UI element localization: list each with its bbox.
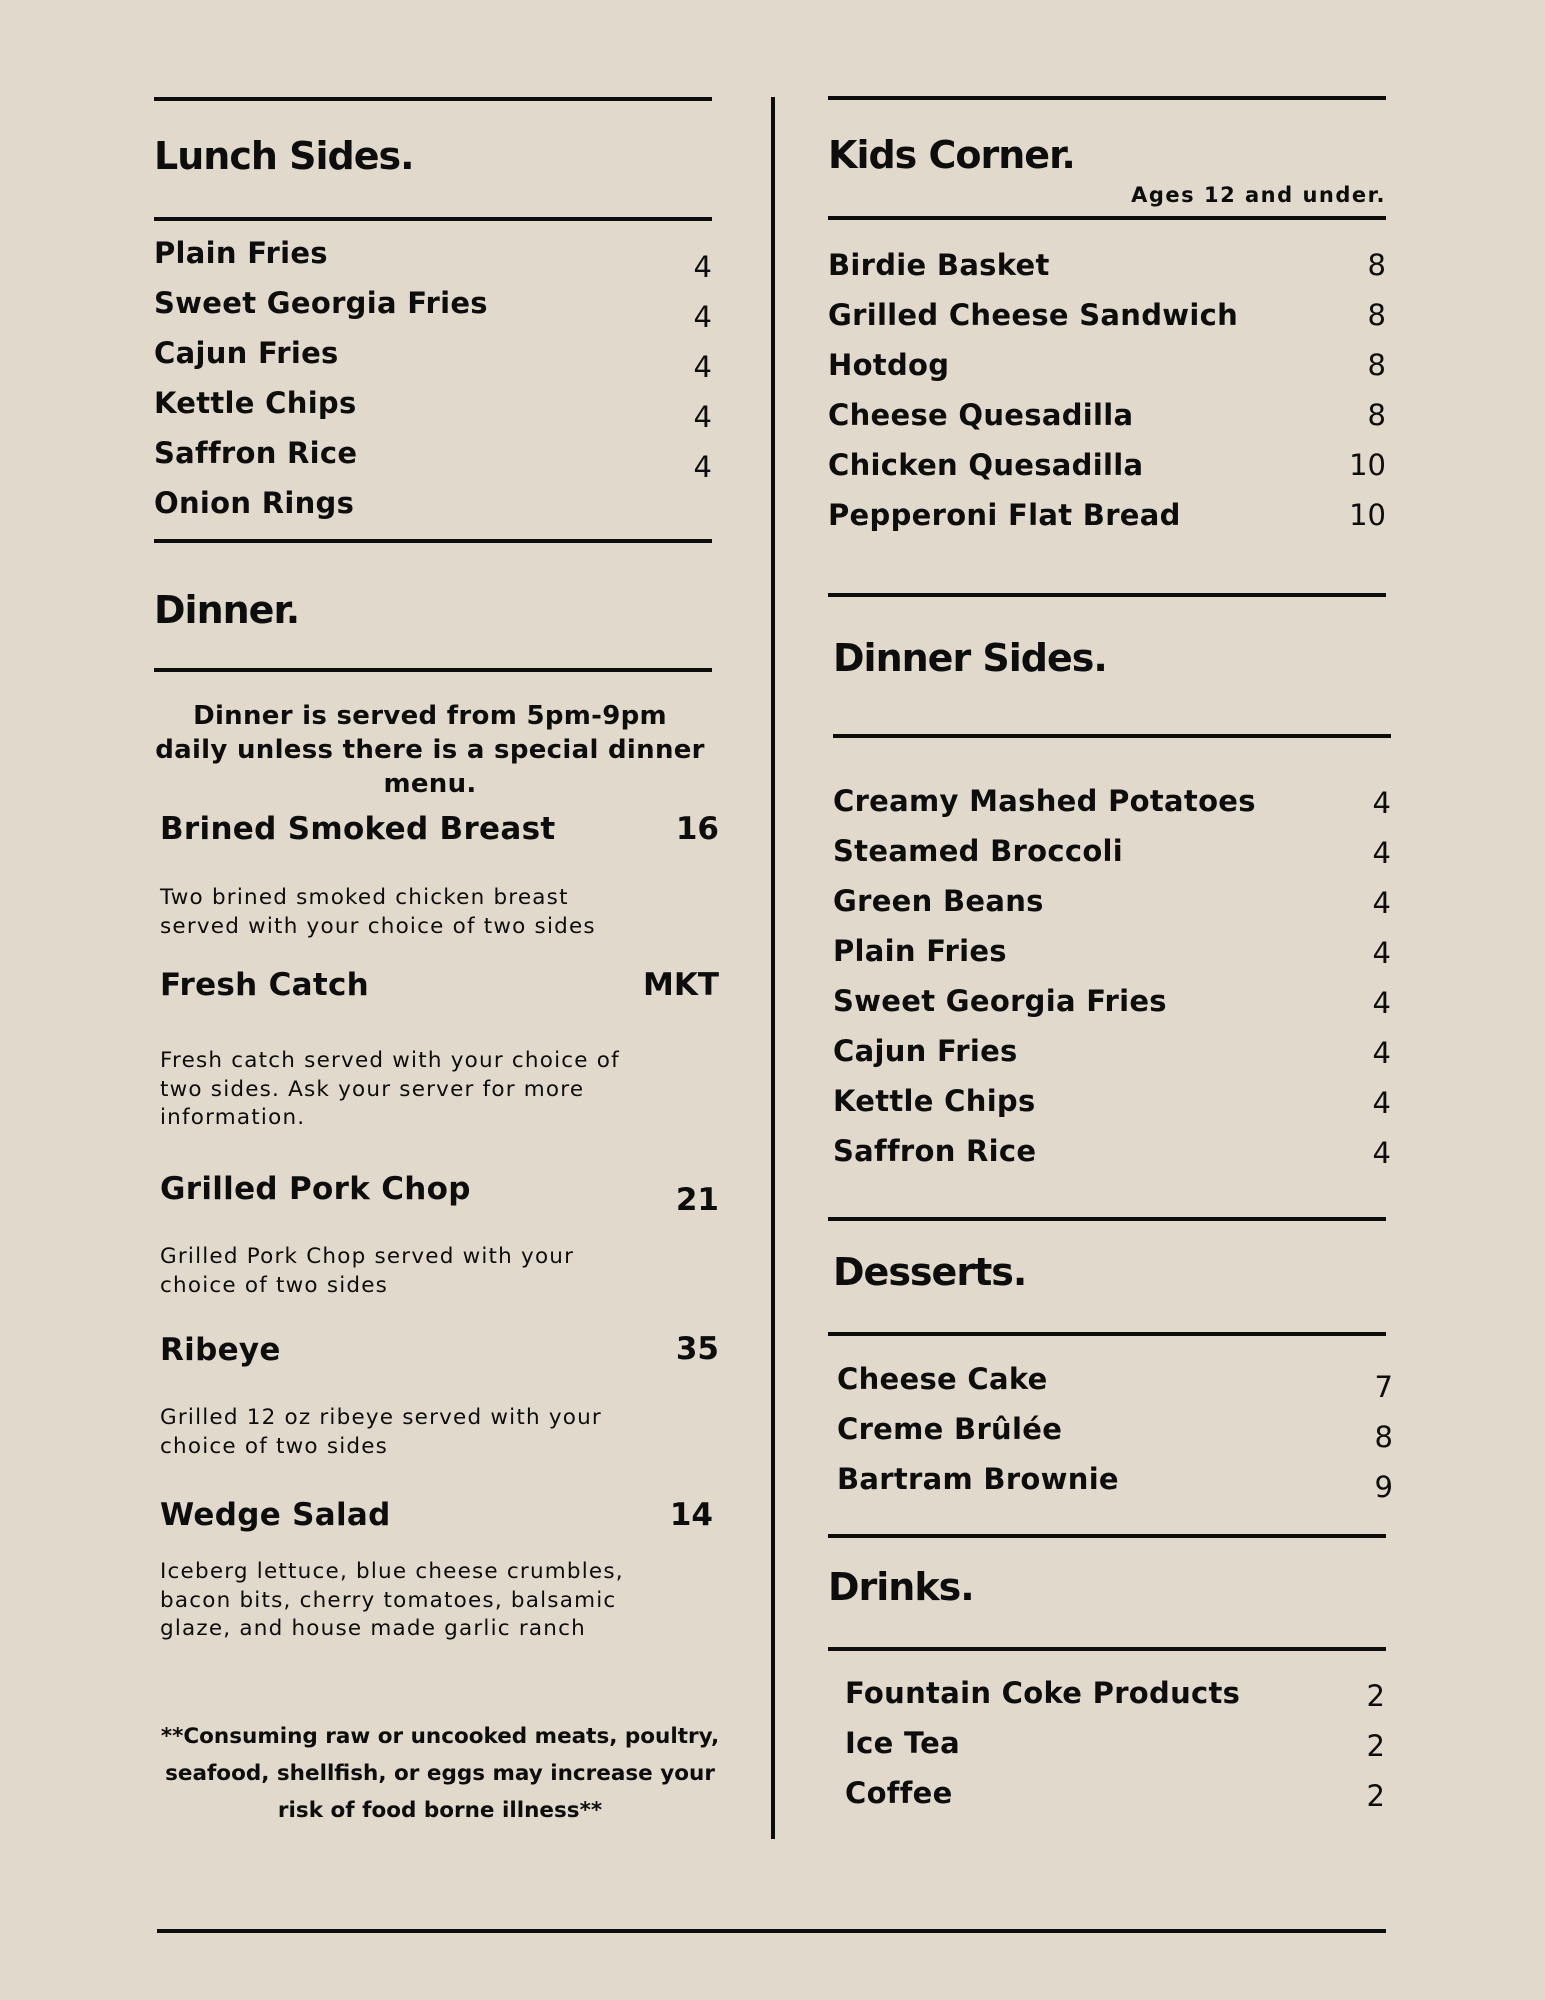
dish-description: Fresh catch served with your choice of two sides. Ask your server for more information. [160,1048,620,1130]
item-price: 4 [1372,886,1391,920]
item-name: Cajun Fries [154,336,339,370]
item-name: Kettle Chips [154,386,357,420]
item-name: Cheese Cake [837,1362,1048,1396]
item-name: Bartram Brownie [837,1462,1119,1496]
dish-description: Iceberg lettuce, blue cheese crumbles, bacon bits, cherry tomatoes, balsamic glaze, and house made garlic ranch [160,1559,624,1641]
dish-price: 21 [675,1182,719,1218]
dish-description: Grilled Pork Chop served with your choice of two sides [160,1244,575,1298]
item-price: 4 [693,400,712,434]
desserts-heading: Desserts. [833,1250,1027,1294]
kids-corner-heading: Kids Corner. [828,133,1075,177]
list-item [837,1362,1393,1412]
item-price: 4 [1372,1136,1391,1170]
item-name: Grilled Cheese Sandwich [828,298,1239,332]
list-item [833,884,1391,934]
item-price: 4 [1372,1036,1391,1070]
item-price: 8 [1367,248,1386,282]
list-item [833,984,1391,1034]
lunch-sides-heading: Lunch Sides. [154,134,414,178]
item-price: 4 [1372,786,1391,820]
list-item [828,298,1386,348]
list-item [833,1034,1391,1084]
drinks-bottom-rule [828,1647,1386,1651]
item-name: Saffron Rice [154,436,358,470]
dish-price: 14 [669,1497,713,1533]
item-name: Ice Tea [845,1726,961,1760]
desserts-top-rule [828,1217,1386,1221]
column-divider [771,97,775,1839]
list-item [833,1084,1391,1134]
item-price: 8 [1374,1420,1393,1454]
item-price: 10 [1349,498,1386,532]
lunch-sides-top-rule [154,97,712,101]
item-price: 4 [1372,936,1391,970]
kids-corner-top-rule [828,96,1386,100]
dish-description: Two brined smoked chicken breast served with your choice of two sides [160,885,596,939]
list-item [828,248,1386,298]
dish-name: Brined Smoked Breast [160,811,556,847]
item-name: Coffee [845,1776,953,1810]
desserts-list [837,1362,1393,1512]
item-name: Sweet Georgia Fries [833,984,1167,1018]
item-name: Saffron Rice [833,1134,1037,1168]
dinner-sides-top-rule [828,593,1386,597]
list-item [837,1462,1393,1512]
dinner-bottom-rule [154,668,712,672]
item-name: Birdie Basket [828,248,1050,282]
dish-price: 35 [675,1331,719,1367]
list-item [845,1726,1385,1776]
list-item [845,1676,1385,1726]
dish-description: Grilled 12 oz ribeye served with your choice of two sides [160,1405,602,1459]
item-price: 8 [1367,298,1386,332]
item-price: 4 [1372,836,1391,870]
item-price: 4 [1372,986,1391,1020]
item-price: 7 [1374,1370,1393,1404]
drinks-list [845,1676,1385,1826]
list-item [154,236,712,286]
item-name: Chicken Quesadilla [828,448,1144,482]
item-name: Cajun Fries [833,1034,1018,1068]
item-price: 8 [1367,398,1386,432]
item-name: Sweet Georgia Fries [154,286,488,320]
list-item [828,348,1386,398]
item-price: 4 [693,250,712,284]
dinner-sides-bottom-rule [833,734,1391,738]
list-item [828,398,1386,448]
list-item [833,834,1391,884]
item-name: Creamy Mashed Potatoes [833,784,1256,818]
item-price: 4 [693,450,712,484]
drinks-heading: Drinks. [828,1565,974,1609]
dinner-intro: Dinner is served from 5pm-9pm daily unless there is a special dinner menu. [155,701,705,799]
dish-name: Wedge Salad [160,1497,391,1533]
kids-age-note: Ages 12 and under. [1131,183,1386,207]
item-price: 2 [1366,1779,1385,1813]
list-item [828,448,1386,498]
kids-corner-bottom-rule [828,216,1386,220]
list-item [828,498,1386,548]
item-price: 2 [1366,1729,1385,1763]
item-name: Fountain Coke Products [845,1676,1241,1710]
dish-name: Grilled Pork Chop [160,1171,471,1207]
dinner-top-rule [154,539,712,543]
item-price: 10 [1349,448,1386,482]
item-name: Hotdog [828,348,950,382]
dish-name: Fresh Catch [160,967,370,1003]
item-price: 4 [1372,1086,1391,1120]
lunch-sides-list [154,236,712,536]
list-item [837,1412,1393,1462]
list-item [845,1776,1385,1826]
dinner-heading: Dinner. [154,588,300,632]
item-price: 2 [1366,1679,1385,1713]
item-name: Steamed Broccoli [833,834,1124,868]
item-name: Onion Rings [154,486,355,520]
desserts-bottom-rule [828,1332,1386,1336]
item-name: Creme Brûlée [837,1412,1063,1446]
item-name: Plain Fries [154,236,328,270]
page-bottom-rule [157,1929,1386,1933]
item-price: 4 [693,300,712,334]
item-name: Plain Fries [833,934,1007,968]
item-name: Green Beans [833,884,1044,918]
list-item [833,934,1391,984]
item-name: Kettle Chips [833,1084,1036,1118]
kids-corner-list [828,248,1386,548]
lunch-sides-bottom-rule [154,217,712,221]
list-item [833,1134,1391,1184]
dinner-sides-heading: Dinner Sides. [833,636,1107,680]
item-name: Cheese Quesadilla [828,398,1134,432]
list-item [833,784,1391,834]
item-price: 4 [693,350,712,384]
dish-price: MKT [642,967,719,1003]
item-price: 9 [1374,1470,1393,1504]
dinner-sides-list [833,784,1391,1184]
drinks-top-rule [828,1534,1386,1538]
dish-name: Ribeye [160,1332,281,1368]
dish-price: 16 [675,811,719,847]
item-price: 8 [1367,348,1386,382]
item-name: Pepperoni Flat Bread [828,498,1181,532]
food-safety-warning: **Consuming raw or uncooked meats, poultry, seafood, shellfish, or eggs may increase your risk of food borne illness** [160,1724,720,1823]
